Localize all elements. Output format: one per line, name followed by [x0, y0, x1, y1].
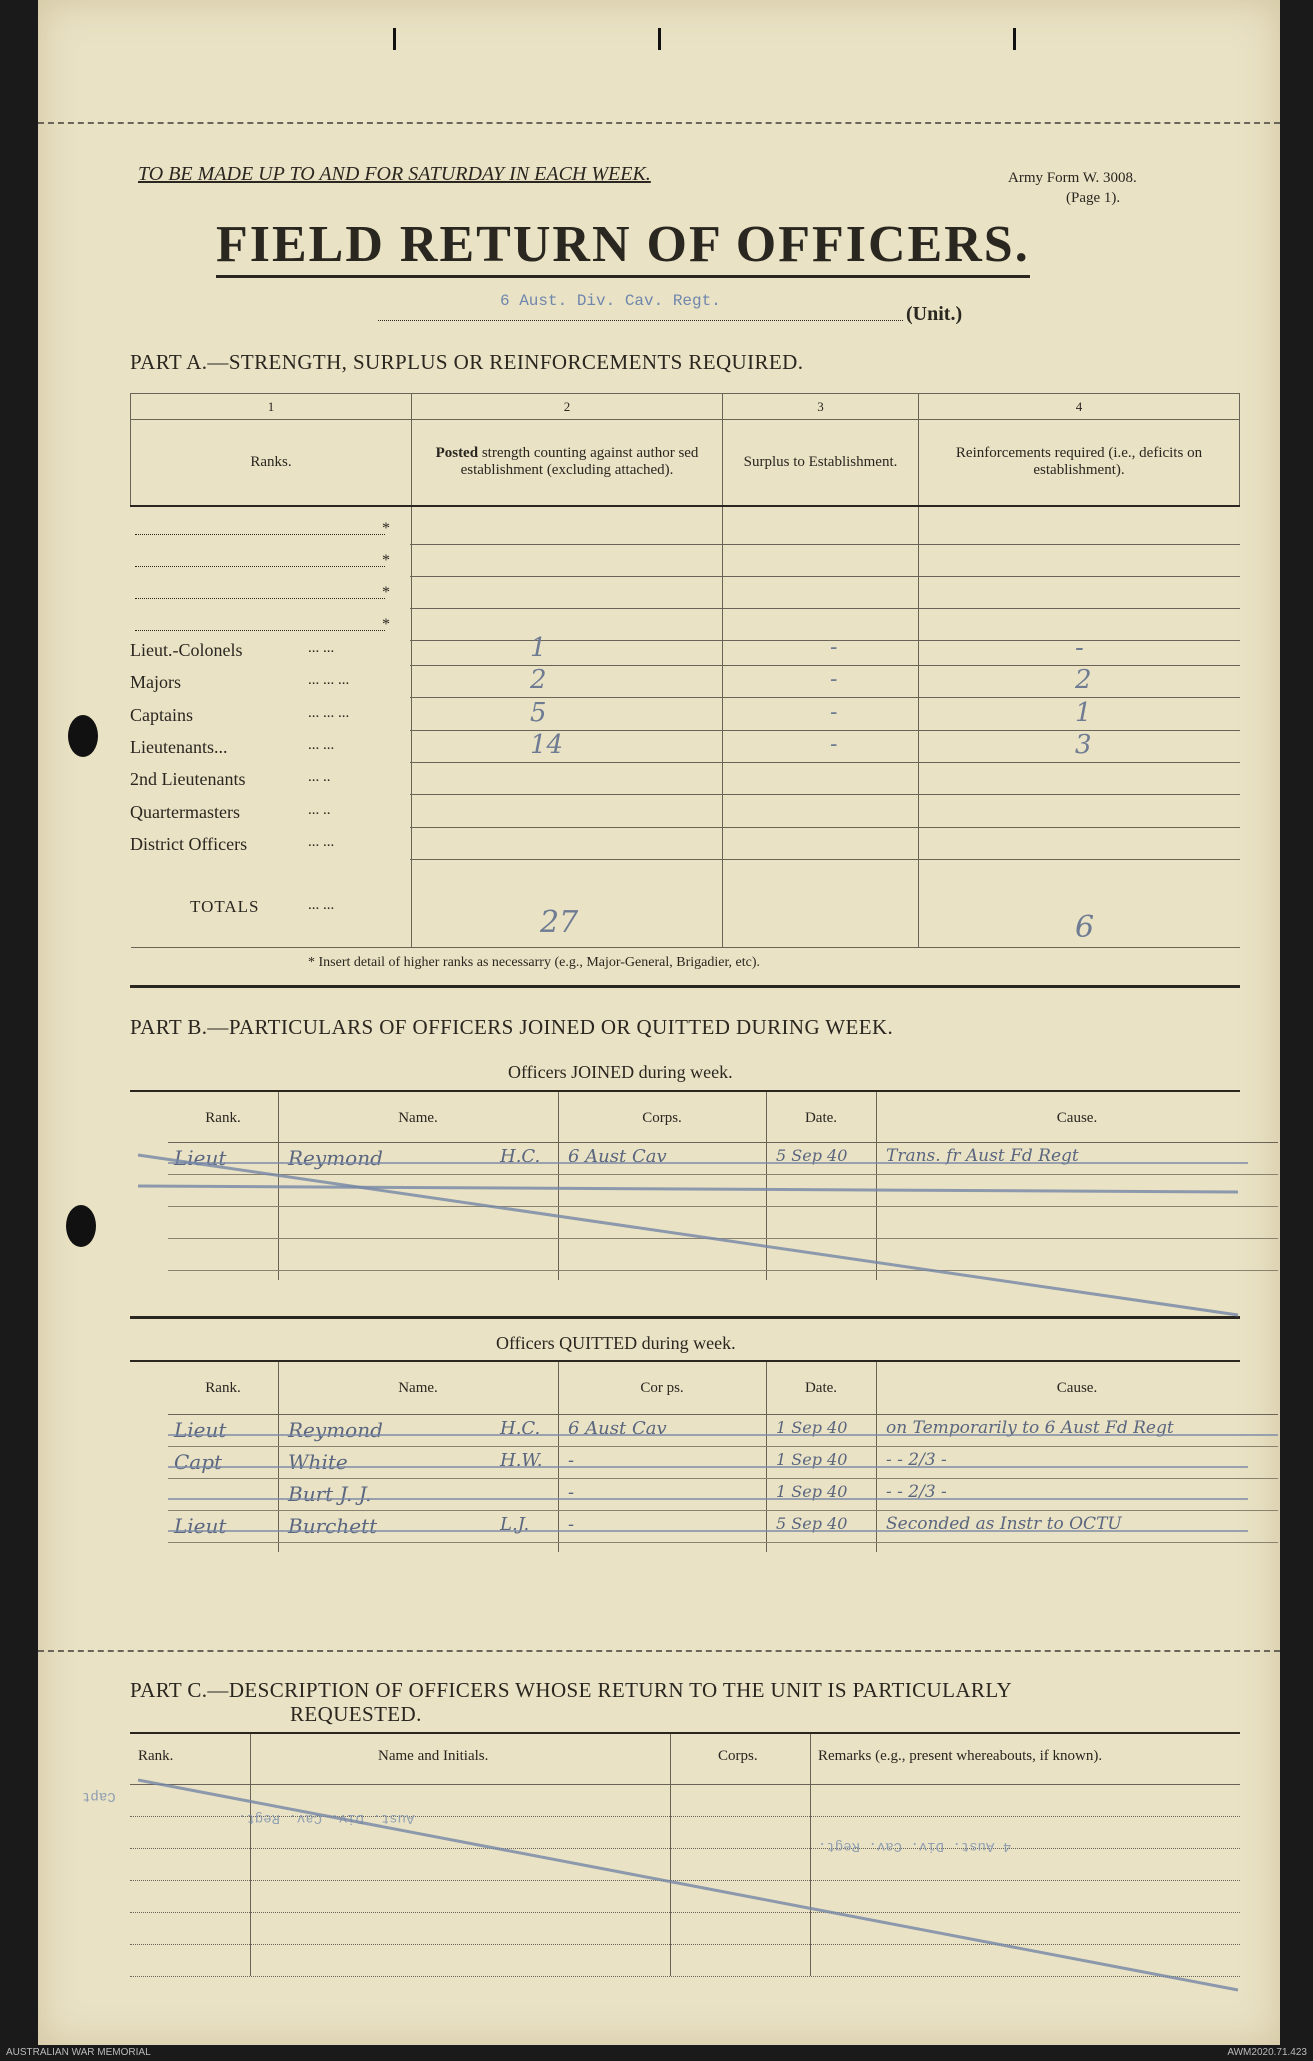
- entry-rank: Lieut: [174, 1514, 227, 1538]
- totals-posted: 27: [540, 905, 579, 940]
- entry-date: 1 Sep 40: [776, 1450, 848, 1469]
- rank-label: Quartermasters: [130, 801, 240, 822]
- strike-lines: [38, 0, 1280, 2045]
- archive-footer: [0, 2045, 1313, 2061]
- surplus-value: -: [830, 635, 838, 660]
- col-header: Cause.: [1056, 1110, 1098, 1126]
- col-surplus-header: Surplus to Establishment.: [723, 420, 919, 506]
- asterisk: *: [382, 584, 390, 601]
- unit-label: (Unit.): [906, 303, 963, 325]
- col-ranks-header: Ranks.: [131, 420, 412, 506]
- col-header: Date.: [804, 1380, 838, 1396]
- entry-name: White: [288, 1450, 348, 1474]
- part-c-heading-line2: REQUESTED.: [290, 1702, 422, 1726]
- joined-strike-row: [138, 1186, 1238, 1192]
- rank-label: Lieutenants...: [130, 736, 228, 757]
- col-number: 1: [131, 394, 412, 420]
- reinf-value: 3: [1075, 729, 1092, 760]
- part-c-heading-line1: PART C.—DESCRIPTION OF OFFICERS WHOSE RETURN TO THE UNIT IS PARTICULARLY: [130, 1678, 1013, 1702]
- rank-label: Captains: [130, 704, 193, 725]
- col-reinf-header: Reinforcements required (i.e., deficits on establishment).: [919, 420, 1240, 506]
- col-header: Corps.: [642, 1110, 682, 1126]
- offset-stamp: Aust. Div. Cav. Regt.: [238, 1810, 415, 1826]
- surplus-value: -: [830, 699, 838, 725]
- instruction-text: TO BE MADE UP TO AND FOR SATURDAY IN EACH WEEK.: [138, 163, 651, 185]
- entry-date: 1 Sep 40: [776, 1482, 848, 1501]
- rank-dots: ... ... ...: [308, 672, 350, 689]
- reinf-value: 1: [1075, 697, 1092, 728]
- entry-corps: 6 Aust Cav: [568, 1418, 667, 1439]
- posted-value: 1: [530, 633, 547, 663]
- asterisk: *: [382, 552, 390, 569]
- entry-initials: H.C.: [500, 1418, 541, 1439]
- entry-initials: H.C.: [500, 1146, 541, 1167]
- col-header: Name.: [398, 1380, 438, 1396]
- totals-dots: ... ...: [308, 897, 335, 913]
- col-header: Corps.: [718, 1748, 758, 1764]
- partc-strike-diagonal: [138, 1780, 1238, 1990]
- entry-rank: Capt: [174, 1450, 223, 1474]
- posted-value: 5: [530, 697, 547, 728]
- col-number: 4: [919, 394, 1240, 420]
- entry-name: Reymond: [288, 1418, 383, 1442]
- col-header: Remarks (e.g., present whereabouts, if known).: [818, 1748, 1103, 1764]
- entry-corps: -: [568, 1514, 575, 1535]
- col-header: Cor ps.: [640, 1380, 684, 1396]
- posted-rest: strength counting against author sed establishment (excluding attached).: [460, 445, 699, 479]
- surplus-value: -: [830, 667, 838, 693]
- rank-dots: ... ..: [308, 801, 331, 818]
- rank-dots: ... ..: [308, 769, 331, 786]
- reinf-value: -: [1075, 633, 1084, 663]
- form-sheet: [38, 0, 1280, 2045]
- offset-stamp: 4 Aust. Div. Cav. Regt.: [818, 1838, 1012, 1854]
- unit-stamp: 6 Aust. Div. Cav. Regt.: [500, 292, 721, 310]
- page-title: FIELD RETURN OF OFFICERS.: [216, 215, 1030, 278]
- posted-value: 14: [530, 729, 564, 760]
- entry-corps: -: [568, 1482, 575, 1503]
- rank-label: 2nd Lieutenants: [130, 769, 246, 790]
- col-header: Rank.: [205, 1380, 241, 1396]
- entry-cause: - - 2/3 -: [886, 1482, 947, 1502]
- entry-rank: Lieut: [174, 1418, 227, 1442]
- entry-date: 1 Sep 40: [776, 1418, 848, 1437]
- entry-cause: Seconded as Instr to OCTU: [886, 1514, 1122, 1534]
- posted-bold: Posted: [435, 445, 479, 462]
- page-number: (Page 1).: [1066, 190, 1121, 206]
- form-number: Army Form W. 3008.: [1008, 170, 1137, 186]
- rank-label: District Officers: [130, 833, 248, 854]
- col-number: 2: [412, 394, 723, 420]
- entry-corps: 6 Aust Cav: [568, 1146, 667, 1167]
- col-header: Date.: [804, 1110, 838, 1126]
- col-number: 3: [723, 394, 919, 420]
- rank-dots: ... ...: [308, 640, 335, 656]
- entry-date: 5 Sep 40: [776, 1146, 848, 1165]
- footer-right: AWM2020.71.423: [1227, 2047, 1307, 2058]
- entry-initials: H.W.: [500, 1450, 543, 1471]
- col-header: Name and Initials.: [378, 1748, 489, 1764]
- asterisk: *: [382, 616, 390, 633]
- quitted-title: Officers QUITTED during week.: [496, 1333, 736, 1353]
- offset-stamp: Capt: [82, 1788, 116, 1804]
- col-header: Rank.: [205, 1110, 241, 1126]
- rank-dots: ... ...: [308, 736, 335, 753]
- part-b-heading: PART B.—PARTICULARS OF OFFICERS JOINED OR QUITTED DURING WEEK.: [130, 1015, 894, 1039]
- entry-cause: Trans. fr Aust Fd Regt: [886, 1146, 1079, 1166]
- col-header: Cause.: [1056, 1380, 1098, 1396]
- part-a-footnote: * Insert detail of higher ranks as necessarry (e.g., Major-General, Brigadier, etc).: [308, 955, 761, 970]
- asterisk: *: [382, 520, 390, 537]
- rank-label: Lieut.-Colonels: [130, 640, 243, 660]
- joined-title: Officers JOINED during week.: [508, 1062, 733, 1082]
- col-header: Name.: [398, 1110, 438, 1126]
- col-header: Rank.: [138, 1748, 174, 1764]
- entry-name: Burchett: [288, 1514, 378, 1538]
- surplus-value: -: [830, 731, 838, 757]
- reinf-value: 2: [1075, 665, 1092, 696]
- entry-initials: L.J.: [500, 1514, 530, 1535]
- entry-name: Burt J. J.: [288, 1482, 372, 1506]
- entry-name: Reymond: [288, 1146, 383, 1170]
- rank-label: Majors: [130, 672, 181, 693]
- totals-reinf: 6: [1075, 910, 1095, 945]
- part-a-heading: PART A.—STRENGTH, SURPLUS OR REINFORCEMENTS REQUIRED.: [130, 350, 804, 374]
- entry-cause: on Temporarily to 6 Aust Fd Regt: [886, 1418, 1174, 1438]
- entry-rank: Lieut: [174, 1146, 227, 1170]
- entry-corps: -: [568, 1450, 575, 1471]
- rank-dots: ... ...: [308, 833, 335, 850]
- footer-left: AUSTRALIAN WAR MEMORIAL: [6, 2047, 151, 2058]
- totals-label: TOTALS: [190, 897, 260, 916]
- posted-value: 2: [530, 665, 547, 696]
- rank-dots: ... ... ...: [308, 704, 350, 721]
- joined-strike-diagonal: [138, 1155, 1238, 1315]
- entry-cause: - - 2/3 -: [886, 1450, 947, 1470]
- entry-date: 5 Sep 40: [776, 1514, 848, 1533]
